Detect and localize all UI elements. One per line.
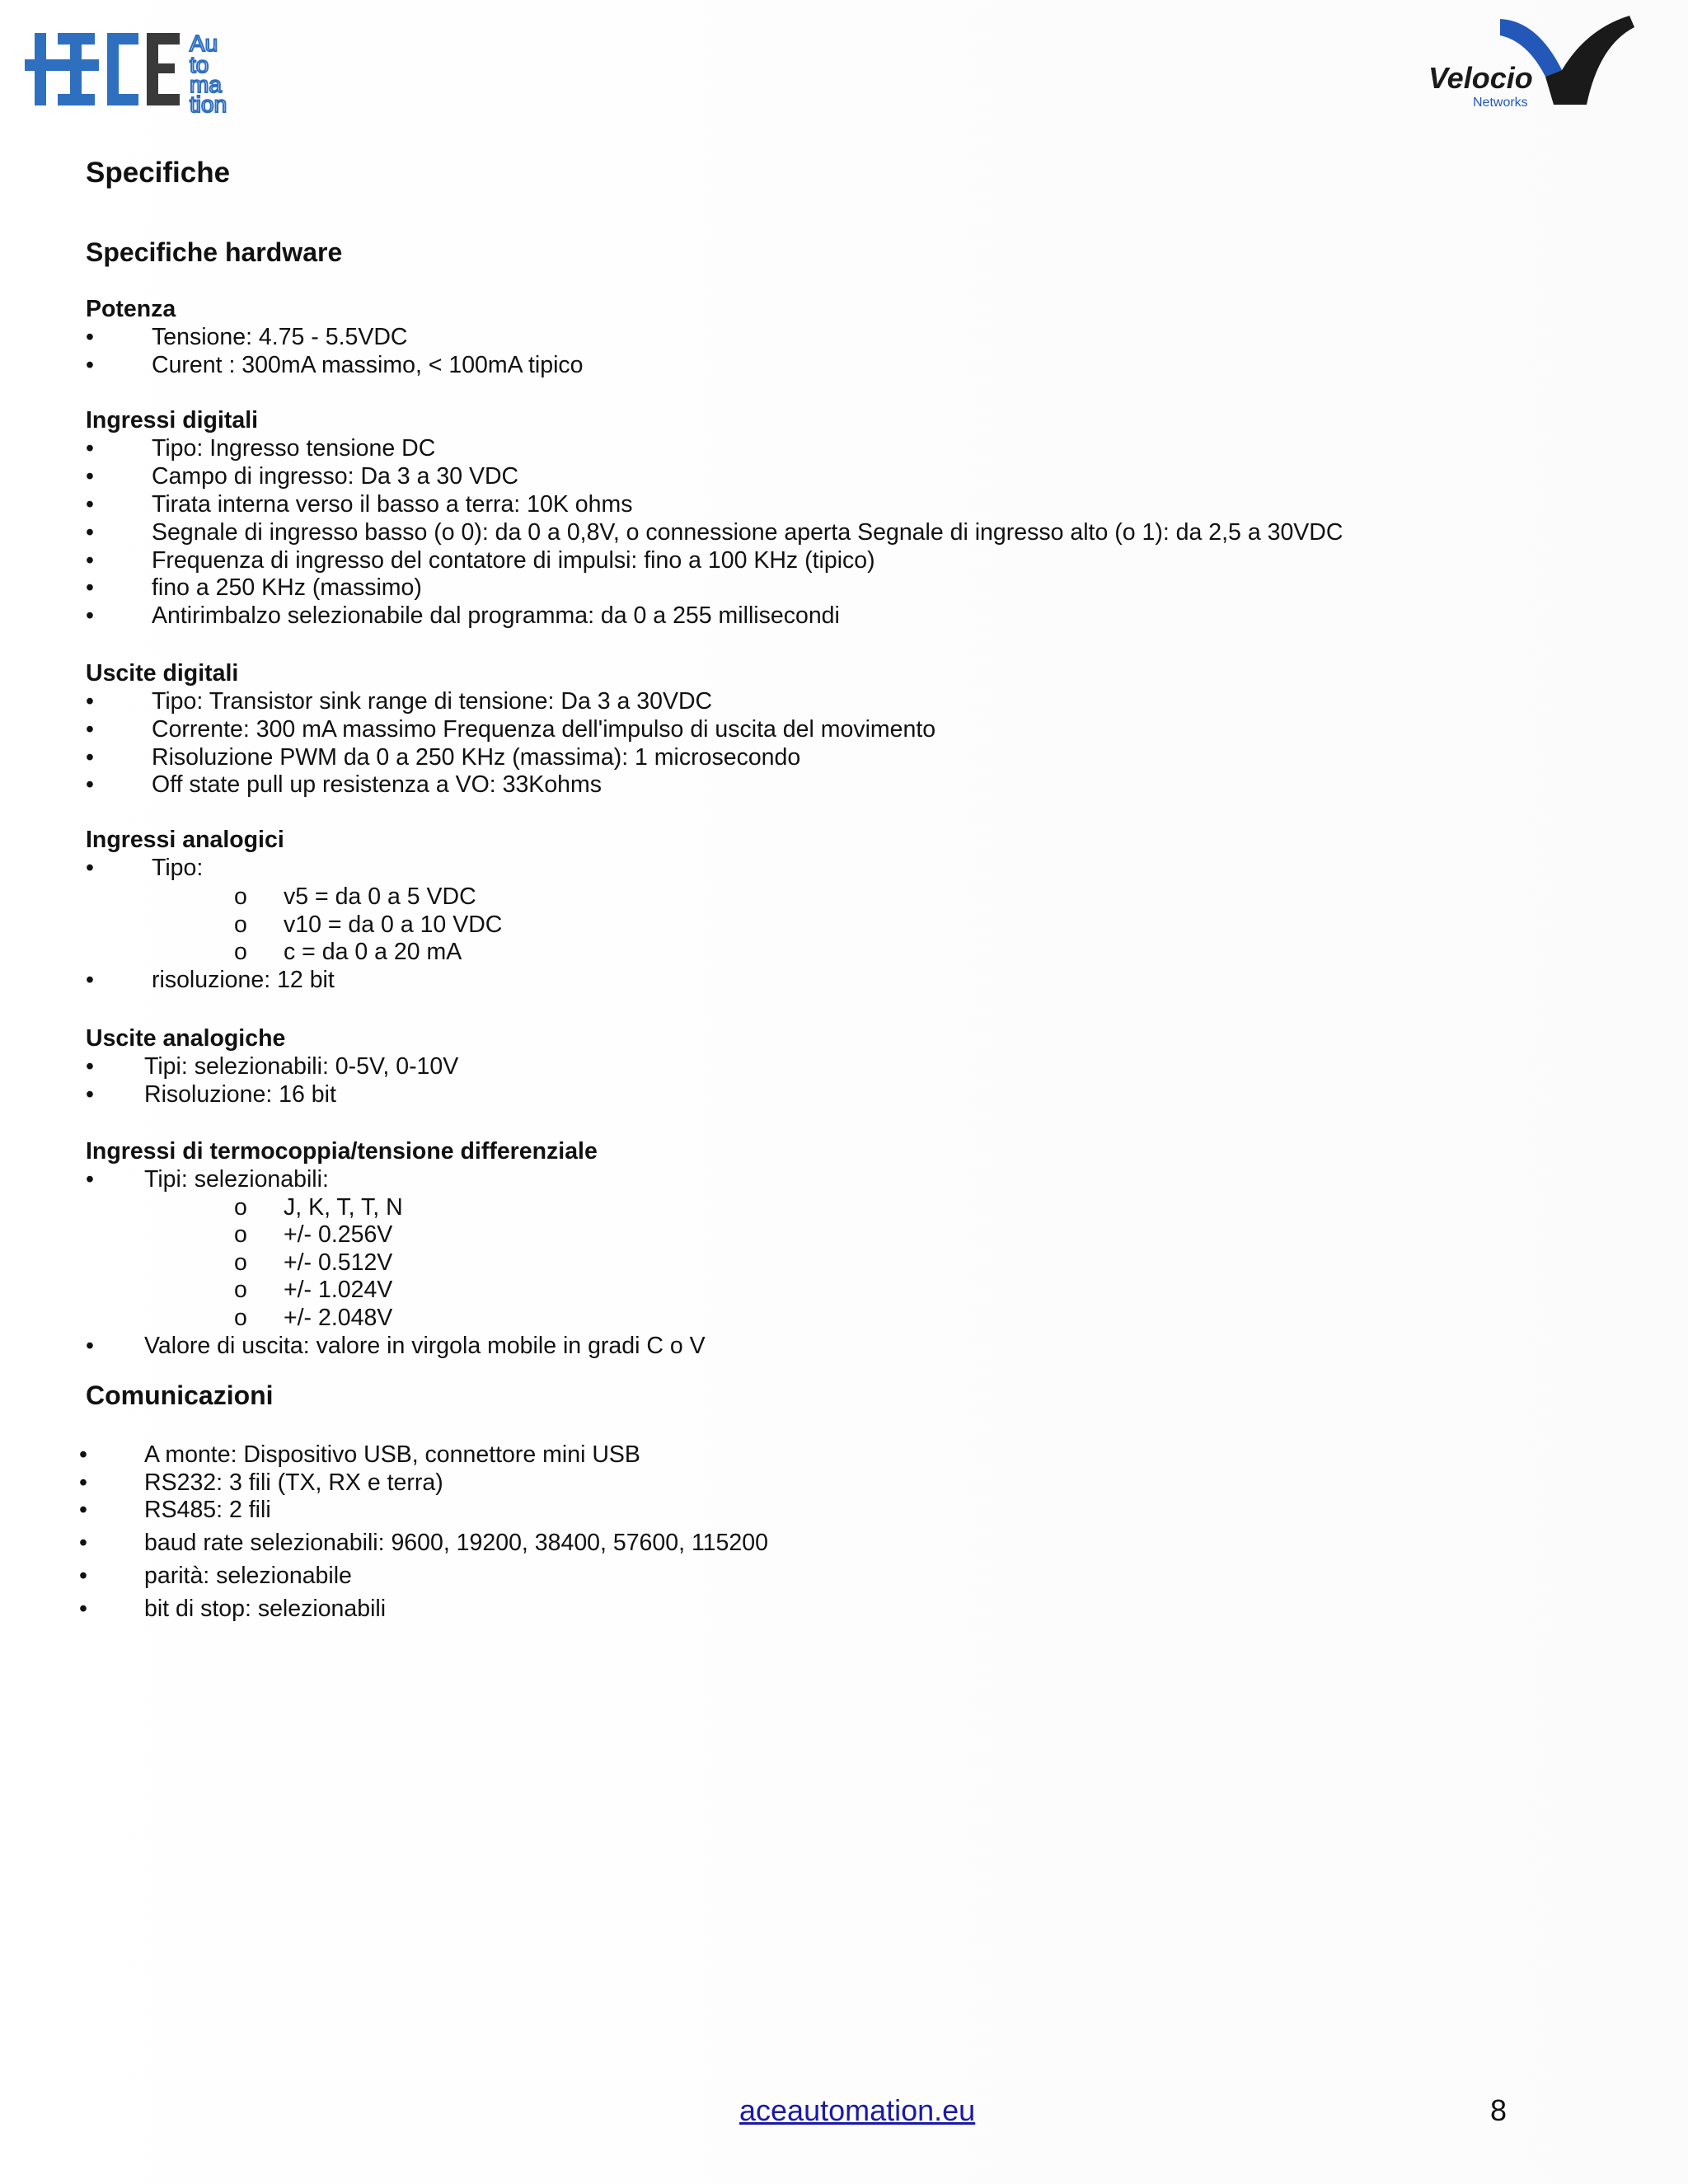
termocoppia-heading: Ingressi di termocoppia/tensione differenziale: [86, 1138, 598, 1165]
svg-text:Velocio: Velocio: [1428, 61, 1533, 95]
velocio-networks-logo: [1422, 12, 1636, 115]
ingressi-digitali-heading: Ingressi digitali: [86, 407, 259, 434]
spec-content: Specifiche Specifiche hardware Potenza • Tensione: 4.75 - 5.5VDC • Curent : 300mA massimo, < 100mA tipico Ingressi digitali • Tipo: Ingresso tensione DC • Campo di ingresso: Da 3 a 30 VDC • Tirata interna verso il basso a terra: 10K ohms • Segnale di ingresso basso (o 0): da 0 a 0,8V, o connessione aperta Segnale di ingresso alto (o 1): da 2,5 a 30VDC • Frequenza di ingresso del contatore di impulsi: fino a 100 KHz (tipico) • fino a 250 KHz (massimo) • Antirimbalzo selezionabile dal programma: da 0 a 255 millisecondi Uscite digitali • Tipo: Transistor sink range di tensione: Da 3 a 30VDC • Corrente: 300 mA massimo Frequenza dell'impulso di uscita del movimento • Risoluzione PWM da 0 a 250 KHz (massima): 1 microsecondo • Off state pull up resistenza a VO: 33Kohms Ingressi analogici • Tipo: o v5 = da 0 a 5 VDC o v10 = da 0 a 10 VDC o c = da 0 a 20 mA • risoluzione: 12 bit Uscite analogiche • Tipi: selezionabili: 0-5V, 0-10V • Risoluzione: 16 bit Ingressi di termocoppia/tensione differenziale • Tipi: selezionabili: o J, K, T, T, N o +/- 0.256V o +/- 0.512V o +/- 1.024V o +/- 2.048V • Valore di uscita: valore in virgola mobile in gradi C o V Comunicazioni • A monte: Dispositivo USB, connettore mini USB • RS232: 3 fili (TX, RX e terra) • RS485: 2 fili • baud rate selezionabili: 9600, 19200, 38400, 57600, 115200 • parità: selezionabile • bit di stop: selezionabili: [86, 157, 1569, 190]
comunicazioni-heading: Comunicazioni: [86, 1380, 274, 1410]
hardware-subtitle: Specifiche hardware: [86, 237, 343, 267]
potenza-heading: Potenza: [86, 296, 176, 322]
svg-text:to: to: [190, 52, 209, 77]
uscite-analogiche-heading: Uscite analogiche: [86, 1025, 286, 1052]
uscite-digitali-heading: Uscite digitali: [86, 660, 239, 687]
ace-automation-logo: [25, 25, 272, 115]
ingressi-analogici-heading: Ingressi analogici: [86, 827, 284, 853]
footer-website-link[interactable]: aceautomation.eu: [739, 2093, 976, 2127]
page-number: 8: [1490, 2093, 1507, 2127]
page-title: Specifiche: [86, 157, 231, 189]
svg-text:tion: tion: [190, 91, 227, 115]
svg-text:Au: Au: [190, 30, 218, 56]
svg-text:Networks: Networks: [1473, 96, 1528, 110]
svg-text:ma: ma: [190, 72, 222, 97]
